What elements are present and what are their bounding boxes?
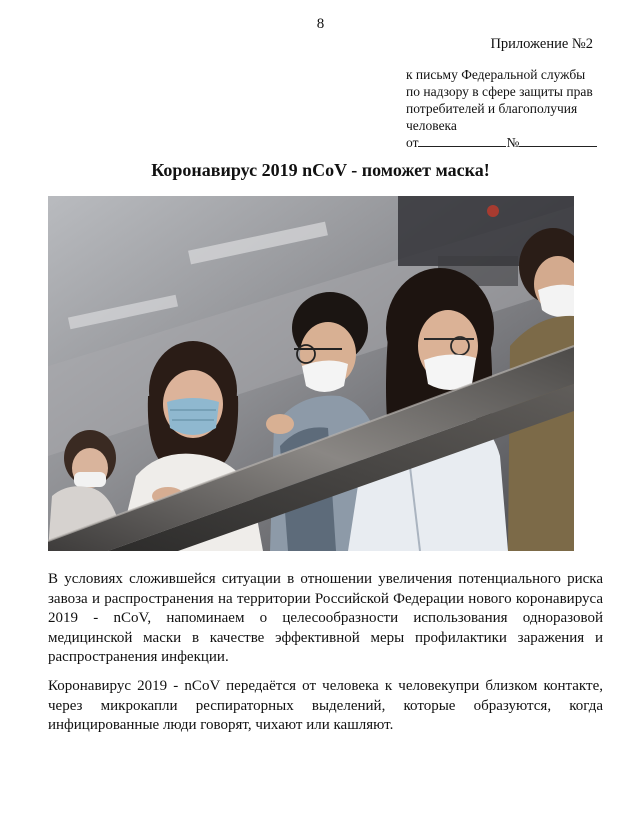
appendix-label: Приложение №2 [490, 36, 593, 52]
letter-ref-line: потребителей и благополучия [406, 101, 578, 116]
date-blank [418, 134, 506, 147]
letter-ref-line: к письму Федеральной службы [406, 67, 586, 82]
number-label: № [506, 135, 520, 150]
from-label: от [406, 135, 419, 150]
letter-date-number-line [406, 134, 606, 151]
page-number: 8 [316, 16, 325, 32]
document-title: Коронавирус 2019 nCoV - поможет маска! [151, 160, 490, 180]
body-paragraph-2: Коронавирус 2019 - nCoV передаётся от человека к человекупри близком контакте, через микрокапли респираторных выделений, которые образуются, когда инфицированные люди говорят, чихают или кашляют. [48, 678, 603, 733]
number-blank [519, 134, 597, 147]
letter-ref-line: человека [406, 118, 457, 133]
body-paragraph-1: В условиях сложившейся ситуации в отношении увеличения потенциального риска завоза и распространения на территории Российской Федерации нового коронавируса 2019 - nCoV, напоминаем о целесообразности использования одноразовой медицинской маски в качестве эффективной меры профилактики заражения и распространения инфекции. [48, 571, 603, 665]
letter-ref-line: по надзору в сфере защиты прав [406, 84, 593, 99]
masked-people-photo [48, 196, 574, 551]
photo-illustration [48, 196, 574, 551]
letter-reference [406, 66, 606, 151]
